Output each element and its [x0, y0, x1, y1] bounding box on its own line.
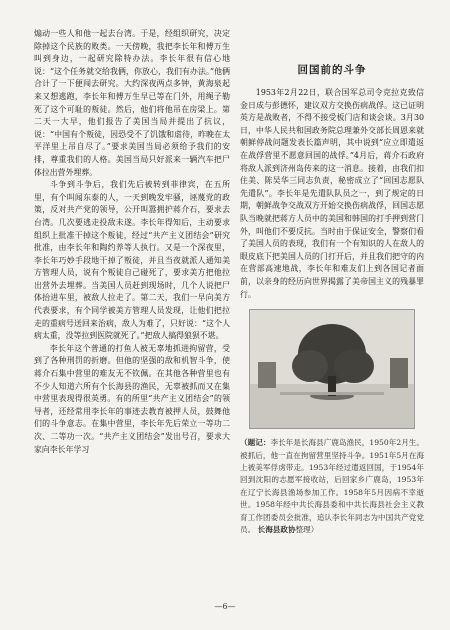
note-signature-tail: 整理） [295, 524, 319, 534]
note-text: 李长年是长海县广鹿岛渔民，1950年2月生。被抓后，他一直在拘留营里坚持斗争。1951年5月在海上被美军俘虏带走。1953年经过遣返回国，于1954年回到沈阳的志愿军接收站，后回家乡广鹿岛，1953年在辽宁长海县渔场参加工作。1958年5月因病不幸逝世。1958年经中共长海县委和中共长海县社会主义教育工作团委员会批准，追认李长年同志为中国共产党党员。 [240, 438, 424, 534]
photo-illustration [250, 310, 414, 428]
left-text-column [34, 28, 230, 588]
left-paragraph-1: 煽动一些人和他一起去台湾。于是，经组织研究，决定除掉这个民族的败类。一天傍晚，我把李长年和傅万生叫到身边，一起研究除特办法。李长年很有信心地说：“这个任务就交给我俩，你放心，我们有办法。”他俩合计了一下便闯去研究。大约深夜两点多钟，黄海泉起来又想逃跑，李长年和傅万生早已等在门外，用绳子勒死了这个可耻的叛徒。然后，他们将他吊在房梁上。第二天一大早，他们报告了美国当局并提出了抗议，说：“中国有个叛徒，因恐受不了饥饿和虐待，昨晚在太平洋里上吊自尽了。”要求美国当局必须给予我们的安排，尊重我们的人格。美国当局只好派来一辆汽车把尸体拉出营外埋葬。 [34, 29, 230, 177]
section-title: 回国前的斗争 [297, 64, 367, 76]
left-paragraph-2: 斗争到斗争后，我们先后被转到菲律宾，在五所里，有个叫闻东泰的人，一天到晚发牢骚，诬蔑党的政策，反对共产党的领导，公开叫嚣拥护蒋介石，要求去台湾。几次要逃走投敌未遂。李长年得知后，主动要求组织上批准干掉这个叛徒，经过“共产主义团结会”研究批准，由李长年和陶约养等人执行。又是一个深夜里，李长年巧妙手段地干掉了叛徒，并且当夜就派人通知美方管理人员，说有个叛徒自己碰死了，要求美方把他拉出营外去埋葬。当美国人员赶到现场时，几个人说把尸体抬进车里，被敌人拉走了。第二天，我们一早向美方代表要求，有个同学被美方管理人员发现，让他们把拉走的重病号送回来治病，敌人为难了，只好说：“这个人病太重，没等拉到医院就死了。”把敌人搞得狼狈不堪。 [34, 180, 230, 341]
right-text-column [240, 28, 424, 588]
note-block [240, 437, 424, 536]
right-paragraph-1: 1953年2月22日，联合国军总司令克拉克致信金日成与彭德怀，建议双方交换伤病战俘。这已证明英方是战败者，不得不接受板门店和谈会谈。3月30日，中华人民共和国政务院总理兼外交部长周恩来就朝鲜停战问题发表长篇声明，其中说到“应立即遣返在战俘营里不愿意回国的战俘。”4月后，蒋介石政府将敌人派到济州岛传来的这一消息。接着，由我们扣住美、陈吴华三同志负责，秘密成立了“回国志愿队先遣队”。李长年是先遣队队员之一，到了规定的日期，朝鲜战争交战双方开始交换伤病战俘，回国志愿队当晚就把蒋方人员中的美国和韩国的打手押到营门外，叫他们不要反抗。当时由于保证安全，警察们看了美国人员的表现，我们有一个有知识的人在敌人的眼皮底下把美国人员的门打开后，并且我们把守的内在营部高速地战，李长年和难友们上到各国记者面前，以亲身的经历向世界揭露了美帝国主义的残暴罪行。 [240, 88, 424, 299]
right-body [240, 87, 424, 301]
note-signature: 长海县政协 [257, 524, 296, 534]
left-paragraph-3: 李长年这个普通的打鱼人被无辜地抓进拘留营，受到了各种刑罚的折磨。但他的坚强的敌和机智斗争，使蒋介石集中营里的难友无不钦佩。在其他各种营里也有不少人知道六所有个长海县的渔民，无辜被抓而又在集中营里表现得很英勇。有的所里“共产主义团结会”的领导者，还经常用李长年的事迹去教育被押人员，鼓舞他们的斗争意志。在集中营里，李长年先后荣立一等功二次、二等功一次。“共产主义团结会”发出号召，要求大家向李长年学习 [34, 343, 230, 454]
page-number: —6— [214, 602, 236, 611]
photo [249, 309, 415, 429]
note-label: （题记： [240, 438, 271, 448]
